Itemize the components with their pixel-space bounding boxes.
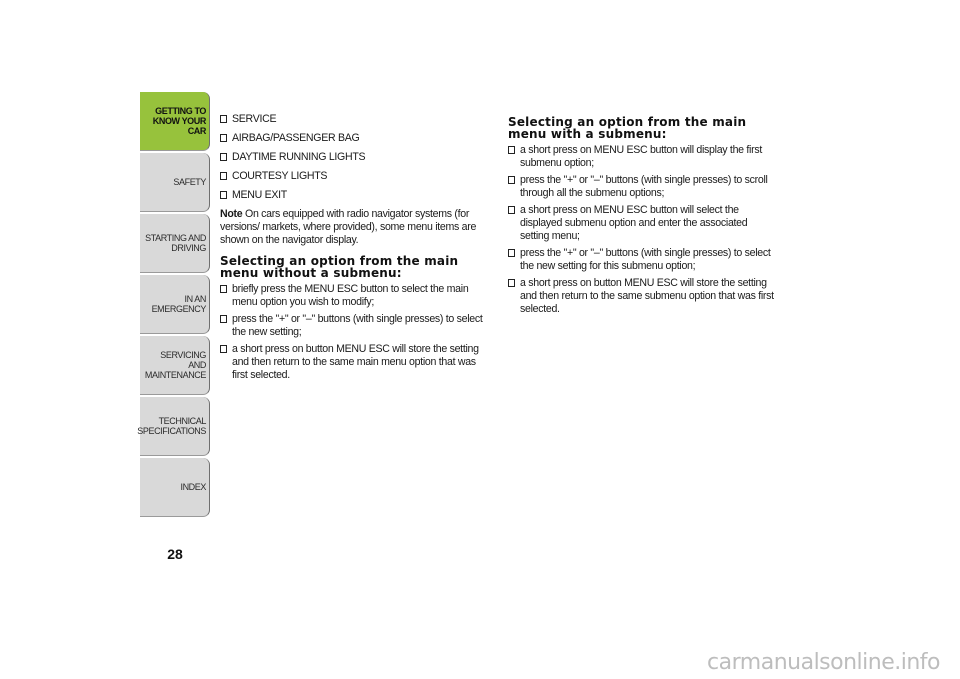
menu-item: COURTESY LIGHTS	[220, 170, 488, 183]
bullet-box-icon	[220, 115, 227, 123]
list-item: press the "+" or "–" buttons (with single presses) to select the new setting;	[220, 313, 488, 339]
tab-label: IN AN EMERGENCY	[151, 294, 206, 314]
bullet-box-icon	[220, 153, 227, 161]
tab-label: INDEX	[180, 482, 206, 492]
tab-label: STARTING AND DRIVING	[145, 233, 206, 253]
tab-label: SERVICING AND MAINTENANCE	[144, 350, 206, 380]
note-paragraph	[220, 208, 488, 247]
watermark: carmanualsonline.info	[707, 650, 940, 675]
menu-item: DAYTIME RUNNING LIGHTS	[220, 151, 488, 164]
page-number: 28	[167, 546, 183, 562]
bullet-box-icon	[220, 172, 227, 180]
bullet-box-icon	[220, 134, 227, 142]
menu-item: SERVICE	[220, 113, 488, 126]
tab-label: SAFETY	[173, 177, 206, 187]
bullet-box-icon	[508, 206, 515, 214]
bullet-box-icon	[508, 176, 515, 184]
section-heading: Selecting an option from the main menu with a submenu:	[508, 115, 747, 141]
list-item: briefly press the MENU ESC button to select the main menu option you wish to modify;	[220, 283, 488, 309]
bullet-box-icon	[508, 279, 515, 287]
right-column	[508, 116, 776, 320]
list-item: a short press on MENU ESC button will select the displayed submenu option and enter the associated setting menu;	[508, 204, 776, 243]
bullet-box-icon	[508, 249, 515, 257]
list-item: press the "+" or "–" buttons (with single presses) to select the new setting for this submenu option;	[508, 247, 776, 273]
note-label: Note	[220, 208, 243, 220]
tab-servicing-and-maintenance[interactable]	[140, 336, 210, 395]
menu-item: AIRBAG/PASSENGER BAG	[220, 132, 488, 145]
bullet-box-icon	[220, 315, 227, 323]
list-item: press the "+" or "–" buttons (with single presses) to scroll through all the submenu options;	[508, 174, 776, 200]
tab-getting-to-know-your-car[interactable]	[140, 92, 210, 151]
bullet-box-icon	[220, 191, 227, 199]
list-item: a short press on MENU ESC button will display the first submenu option;	[508, 144, 776, 170]
bullet-box-icon	[220, 285, 227, 293]
list-item: a short press on button MENU ESC will store the setting and then return to the same main menu option that was first selected.	[220, 343, 488, 382]
menu-item: MENU EXIT	[220, 189, 488, 202]
section-heading: Selecting an option from the main menu without a submenu:	[220, 254, 459, 280]
note-text: On cars equipped with radio navigator systems (for versions/ markets, where provided), some menu items are shown on the navigator display.	[220, 208, 477, 246]
tab-label: GETTING TO KNOW YOUR CAR	[152, 106, 206, 136]
tab-safety[interactable]	[140, 153, 210, 212]
tab-in-an-emergency[interactable]	[140, 275, 210, 334]
bullet-box-icon	[220, 345, 227, 353]
bullet-box-icon	[508, 146, 515, 154]
tab-label: TECHNICAL SPECIFICATIONS	[137, 416, 207, 436]
chapter-tabs	[137, 92, 210, 519]
tab-index[interactable]	[140, 458, 210, 517]
tab-starting-and-driving[interactable]	[140, 214, 210, 273]
left-column	[220, 113, 488, 386]
tab-technical-specifications[interactable]	[137, 397, 210, 456]
list-item: a short press on button MENU ESC will store the setting and then return to the same submenu option that was first selected.	[508, 277, 776, 316]
